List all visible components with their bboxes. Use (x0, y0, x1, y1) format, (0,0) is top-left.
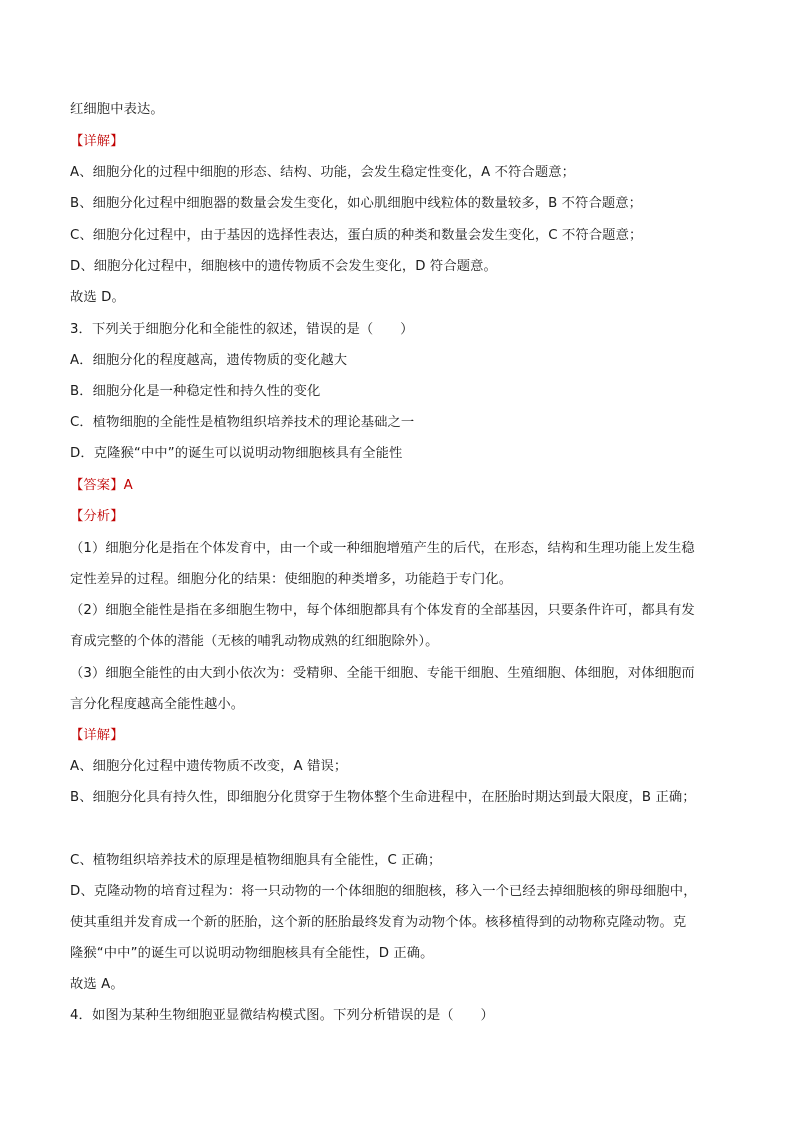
prev-detail-label: 【详解】 (70, 134, 124, 149)
q3-analysis-1a: （1）细胞分化是指在个体发育中，由一个或一种细胞增殖产生的后代，在形态，结构和生理功能上发生稳 (70, 541, 695, 556)
q3-answer (70, 477, 133, 495)
q3-analysis-3b: 言分化程度越高全能性越小。 (70, 697, 245, 712)
prev-conclusion: 故选 D。 (70, 290, 125, 305)
q3-detail-b: B、细胞分化具有持久性，即细胞分化贯穿于生物体整个生命进程中，在胚胎时期达到最大限度，B 正确； (70, 790, 696, 805)
q3-detail-d2: 使其重组并发育成一个新的胚胎，这个新的胚胎最终发育为动物个体。核移植得到的动物称克隆动物。克 (70, 915, 687, 930)
q3-analysis-1b: 定性差异的过程。细胞分化的结果：使细胞的种类增多，功能趋于专门化。 (70, 572, 513, 587)
q3-option-c: C．植物细胞的全能性是植物组织培养技术的理论基础之一 (70, 415, 415, 430)
q3-answer-value: A (123, 478, 133, 493)
q3-answer-label: 【答案】 (70, 478, 124, 493)
prev-detail-c: C、细胞分化过程中，由于基因的选择性表达，蛋白质的种类和数量会发生变化，C 不符合题意； (70, 228, 643, 243)
prev-detail-d: D、细胞分化过程中，细胞核中的遗传物质不会发生变化，D 符合题意。 (70, 259, 497, 274)
q3-conclusion: 故选 A。 (70, 977, 124, 992)
q3-detail-c: C、植物组织培养技术的原理是植物细胞具有全能性，C 正确； (70, 853, 442, 868)
prev-answer-tail: 红细胞中表达。 (70, 102, 164, 117)
q3-detail-a: A、细胞分化过程中遗传物质不改变，A 错误； (70, 759, 348, 774)
q3-option-b: B．细胞分化是一种稳定性和持久性的变化 (70, 384, 321, 399)
q3-stem: 3．下列关于细胞分化和全能性的叙述，错误的是（ ） (70, 322, 414, 337)
q3-option-d: D．克隆猴“中中”的诞生可以说明动物细胞核具有全能性 (70, 446, 403, 461)
q3-option-a: A．细胞分化的程度越高，遗传物质的变化越大 (70, 353, 348, 368)
q4-stem: 4．如图为某种生物细胞亚显微结构模式图。下列分析错误的是（ ） (70, 1008, 494, 1023)
q3-detail-label: 【详解】 (70, 728, 124, 743)
q3-analysis-label: 【分析】 (70, 509, 124, 524)
q3-detail-d3: 隆猴“中中”的诞生可以说明动物细胞核具有全能性，D 正确。 (70, 946, 434, 961)
q3-analysis-2b: 育成完整的个体的潜能（无核的哺乳动物成熟的红细胞除外）。 (70, 634, 439, 649)
q3-analysis-2a: （2）细胞全能性是指在多细胞生物中，每个体细胞都具有个体发育的全部基因，只要条件许可，都具有发 (70, 603, 695, 618)
prev-detail-a: A、细胞分化的过程中细胞的形态、结构、功能，会发生稳定性变化，A 不符合题意； (70, 165, 576, 180)
q3-analysis-3a: （3）细胞全能性的由大到小依次为：受精卵、全能干细胞、专能干细胞、生殖细胞、体细胞，对体细胞而 (70, 666, 695, 681)
prev-detail-b: B、细胞分化过程中细胞器的数量会发生变化，如心肌细胞中线粒体的数量较多，B 不符合题意； (70, 196, 643, 211)
q3-detail-d1: D、克隆动物的培育过程为：将一只动物的一个体细胞的细胞核，移入一个已经去掉细胞核的卵母细胞中， (70, 884, 697, 899)
